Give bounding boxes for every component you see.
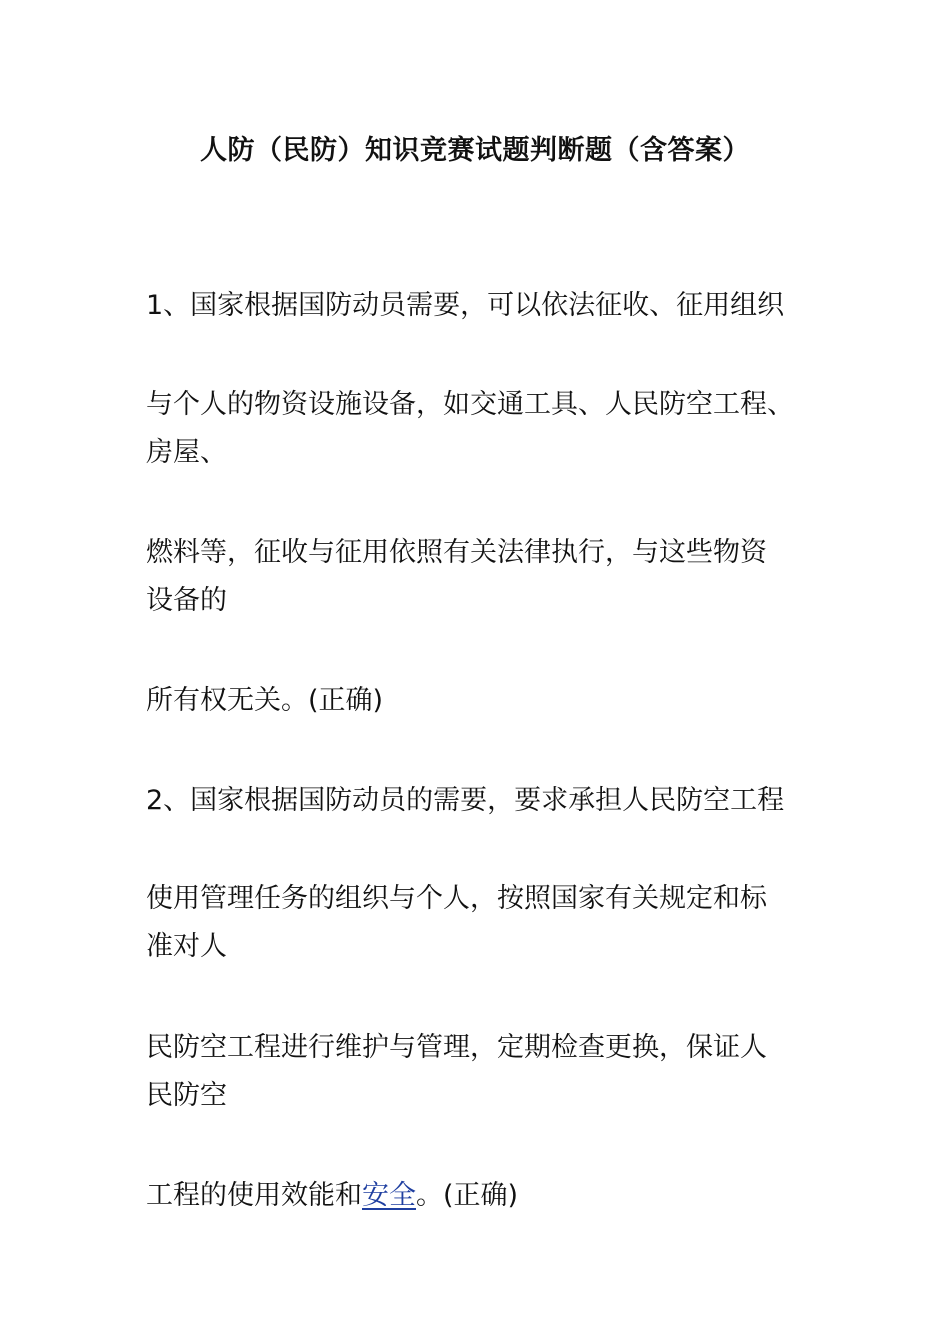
paragraph-6 [146,875,811,971]
paragraph-line: 1、国家根据国防动员需要，可以依法征收、征用组织 [146,290,785,321]
paragraph-line: 与个人的物资设施设备，如交通工具、人民防空工程、 [146,389,794,420]
paragraph-5 [146,777,811,825]
paragraph-line: 民防空 [146,1080,227,1111]
paragraph-1 [146,282,811,330]
paragraph-line: 所有权无关。(正确) [146,685,384,716]
paragraph-line: 房屋、 [146,437,227,468]
paragraph-text-before-link: 工程的使用效能和 [146,1180,362,1211]
paragraph-line: 设备的 [146,585,227,616]
paragraph-text-after-link: 。(正确) [416,1180,519,1211]
paragraph-line: 燃料等，征收与征用依照有关法律执行，与这些物资 [146,537,767,568]
paragraph-2 [146,381,811,477]
safety-link[interactable]: 安全 [362,1180,416,1211]
paragraph-4 [146,677,811,725]
document-title: 人防（民防）知识竞赛试题判断题（含答案） [200,135,750,166]
paragraph-line: 使用管理任务的组织与个人，按照国家有关规定和标 [146,883,767,914]
paragraph-7 [146,1024,811,1120]
paragraph-line: 2、国家根据国防动员的需要，要求承担人民防空工程 [146,785,785,816]
paragraph-8 [146,1172,811,1220]
paragraph-line: 准对人 [146,931,227,962]
paragraph-line: 民防空工程进行维护与管理，定期检查更换，保证人 [146,1032,767,1063]
paragraph-3 [146,529,811,625]
